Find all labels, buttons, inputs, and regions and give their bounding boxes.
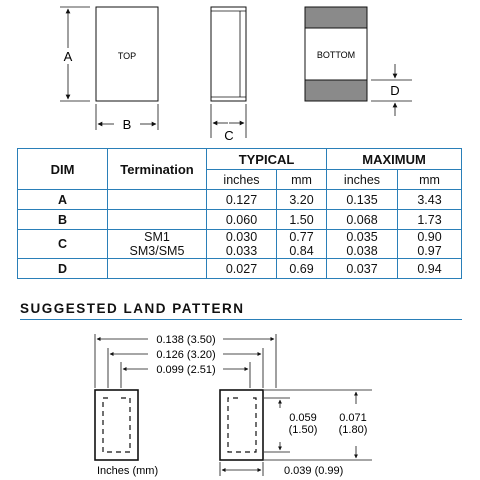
row-maximum-mm <box>398 230 462 259</box>
row-dim: D <box>18 259 108 279</box>
row-termination <box>108 210 207 230</box>
row-maximum-inches: 0.037 <box>327 259 398 279</box>
dim-overall-label: 0.138 (3.50) <box>156 334 216 346</box>
dim-pad-height-label: 0.059 <box>289 412 317 424</box>
row-typical-mm: 0.69 <box>277 259 327 279</box>
row-maximum-inches: 0.068 <box>327 210 398 230</box>
dim-pad-outer-label: 0.071 <box>339 412 367 424</box>
dim-outer-label: 0.126 (3.20) <box>156 349 216 361</box>
left-pad-inner-outline <box>103 398 130 452</box>
bottom-termination-bottom <box>305 80 367 101</box>
right-land-pad <box>220 390 263 460</box>
left-land-pad <box>95 390 138 460</box>
value-line-1: 0.035 <box>346 230 378 244</box>
units-note: Inches (mm) <box>97 465 159 477</box>
table-header-row <box>18 149 462 170</box>
dim-pad-outer-mm-label: (1.80) <box>338 424 368 436</box>
bottom-view <box>305 7 412 116</box>
row-typical-mm: 1.50 <box>277 210 327 230</box>
dim-a-label: A <box>63 49 73 64</box>
dim-c-label: C <box>224 128 234 143</box>
table-row <box>18 230 462 259</box>
row-maximum-mm: 3.43 <box>398 190 462 210</box>
dim-d-label: D <box>390 83 400 98</box>
bottom-termination-top <box>305 7 367 28</box>
table-row <box>18 210 462 230</box>
top-view-label: TOP <box>117 51 137 61</box>
row-termination <box>108 230 207 259</box>
dimensions-table <box>17 148 462 279</box>
header-dim: DIM <box>18 149 108 190</box>
row-maximum-mm: 1.73 <box>398 210 462 230</box>
row-typical-mm <box>277 230 327 259</box>
row-dim: B <box>18 210 108 230</box>
side-view <box>211 7 246 143</box>
row-maximum-inches <box>327 230 398 259</box>
row-dim: C <box>18 230 108 259</box>
value-line-2: 0.033 <box>225 244 258 258</box>
value-line-2: 0.97 <box>417 244 442 258</box>
header-maximum: MAXIMUM <box>327 149 462 170</box>
termination-sm3-sm5: SM3/SM5 <box>129 244 185 258</box>
component-views <box>0 0 480 148</box>
row-termination <box>108 259 207 279</box>
value-line-2: 0.84 <box>289 244 314 258</box>
value-line-1: 0.77 <box>289 230 314 244</box>
land-pattern-title: SUGGESTED LAND PATTERN <box>20 301 245 316</box>
table-row <box>18 259 462 279</box>
row-typical-inches: 0.027 <box>207 259 277 279</box>
land-pattern-diagram <box>0 320 480 480</box>
left-pad-outline <box>95 390 138 460</box>
table-row <box>18 190 462 210</box>
right-pad-inner-outline <box>228 398 256 452</box>
row-dim: A <box>18 190 108 210</box>
header-termination: Termination <box>108 149 207 190</box>
row-typical-inches: 0.060 <box>207 210 277 230</box>
side-view-body <box>211 7 246 101</box>
header-typical-inches: inches <box>207 170 277 190</box>
header-typical: TYPICAL <box>207 149 327 170</box>
value-line-1: 0.030 <box>225 230 258 244</box>
termination-sm1: SM1 <box>144 230 170 244</box>
top-view <box>60 7 158 132</box>
row-termination <box>108 190 207 210</box>
row-typical-inches: 0.127 <box>207 190 277 210</box>
row-maximum-inches: 0.135 <box>327 190 398 210</box>
value-line-2: 0.038 <box>346 244 378 258</box>
header-maximum-inches: inches <box>327 170 398 190</box>
dim-pad-height-mm-label: (1.50) <box>288 424 318 436</box>
row-maximum-mm: 0.94 <box>398 259 462 279</box>
dim-pad-width-label: 0.039 (0.99) <box>284 465 344 477</box>
dim-b-label: B <box>122 117 132 132</box>
header-typical-mm: mm <box>277 170 327 190</box>
row-typical-inches <box>207 230 277 259</box>
row-typical-mm: 3.20 <box>277 190 327 210</box>
dim-inner-label: 0.099 (2.51) <box>156 364 216 376</box>
bottom-view-label: BOTTOM <box>316 50 356 60</box>
header-maximum-mm: mm <box>398 170 462 190</box>
value-line-1: 0.90 <box>417 230 442 244</box>
